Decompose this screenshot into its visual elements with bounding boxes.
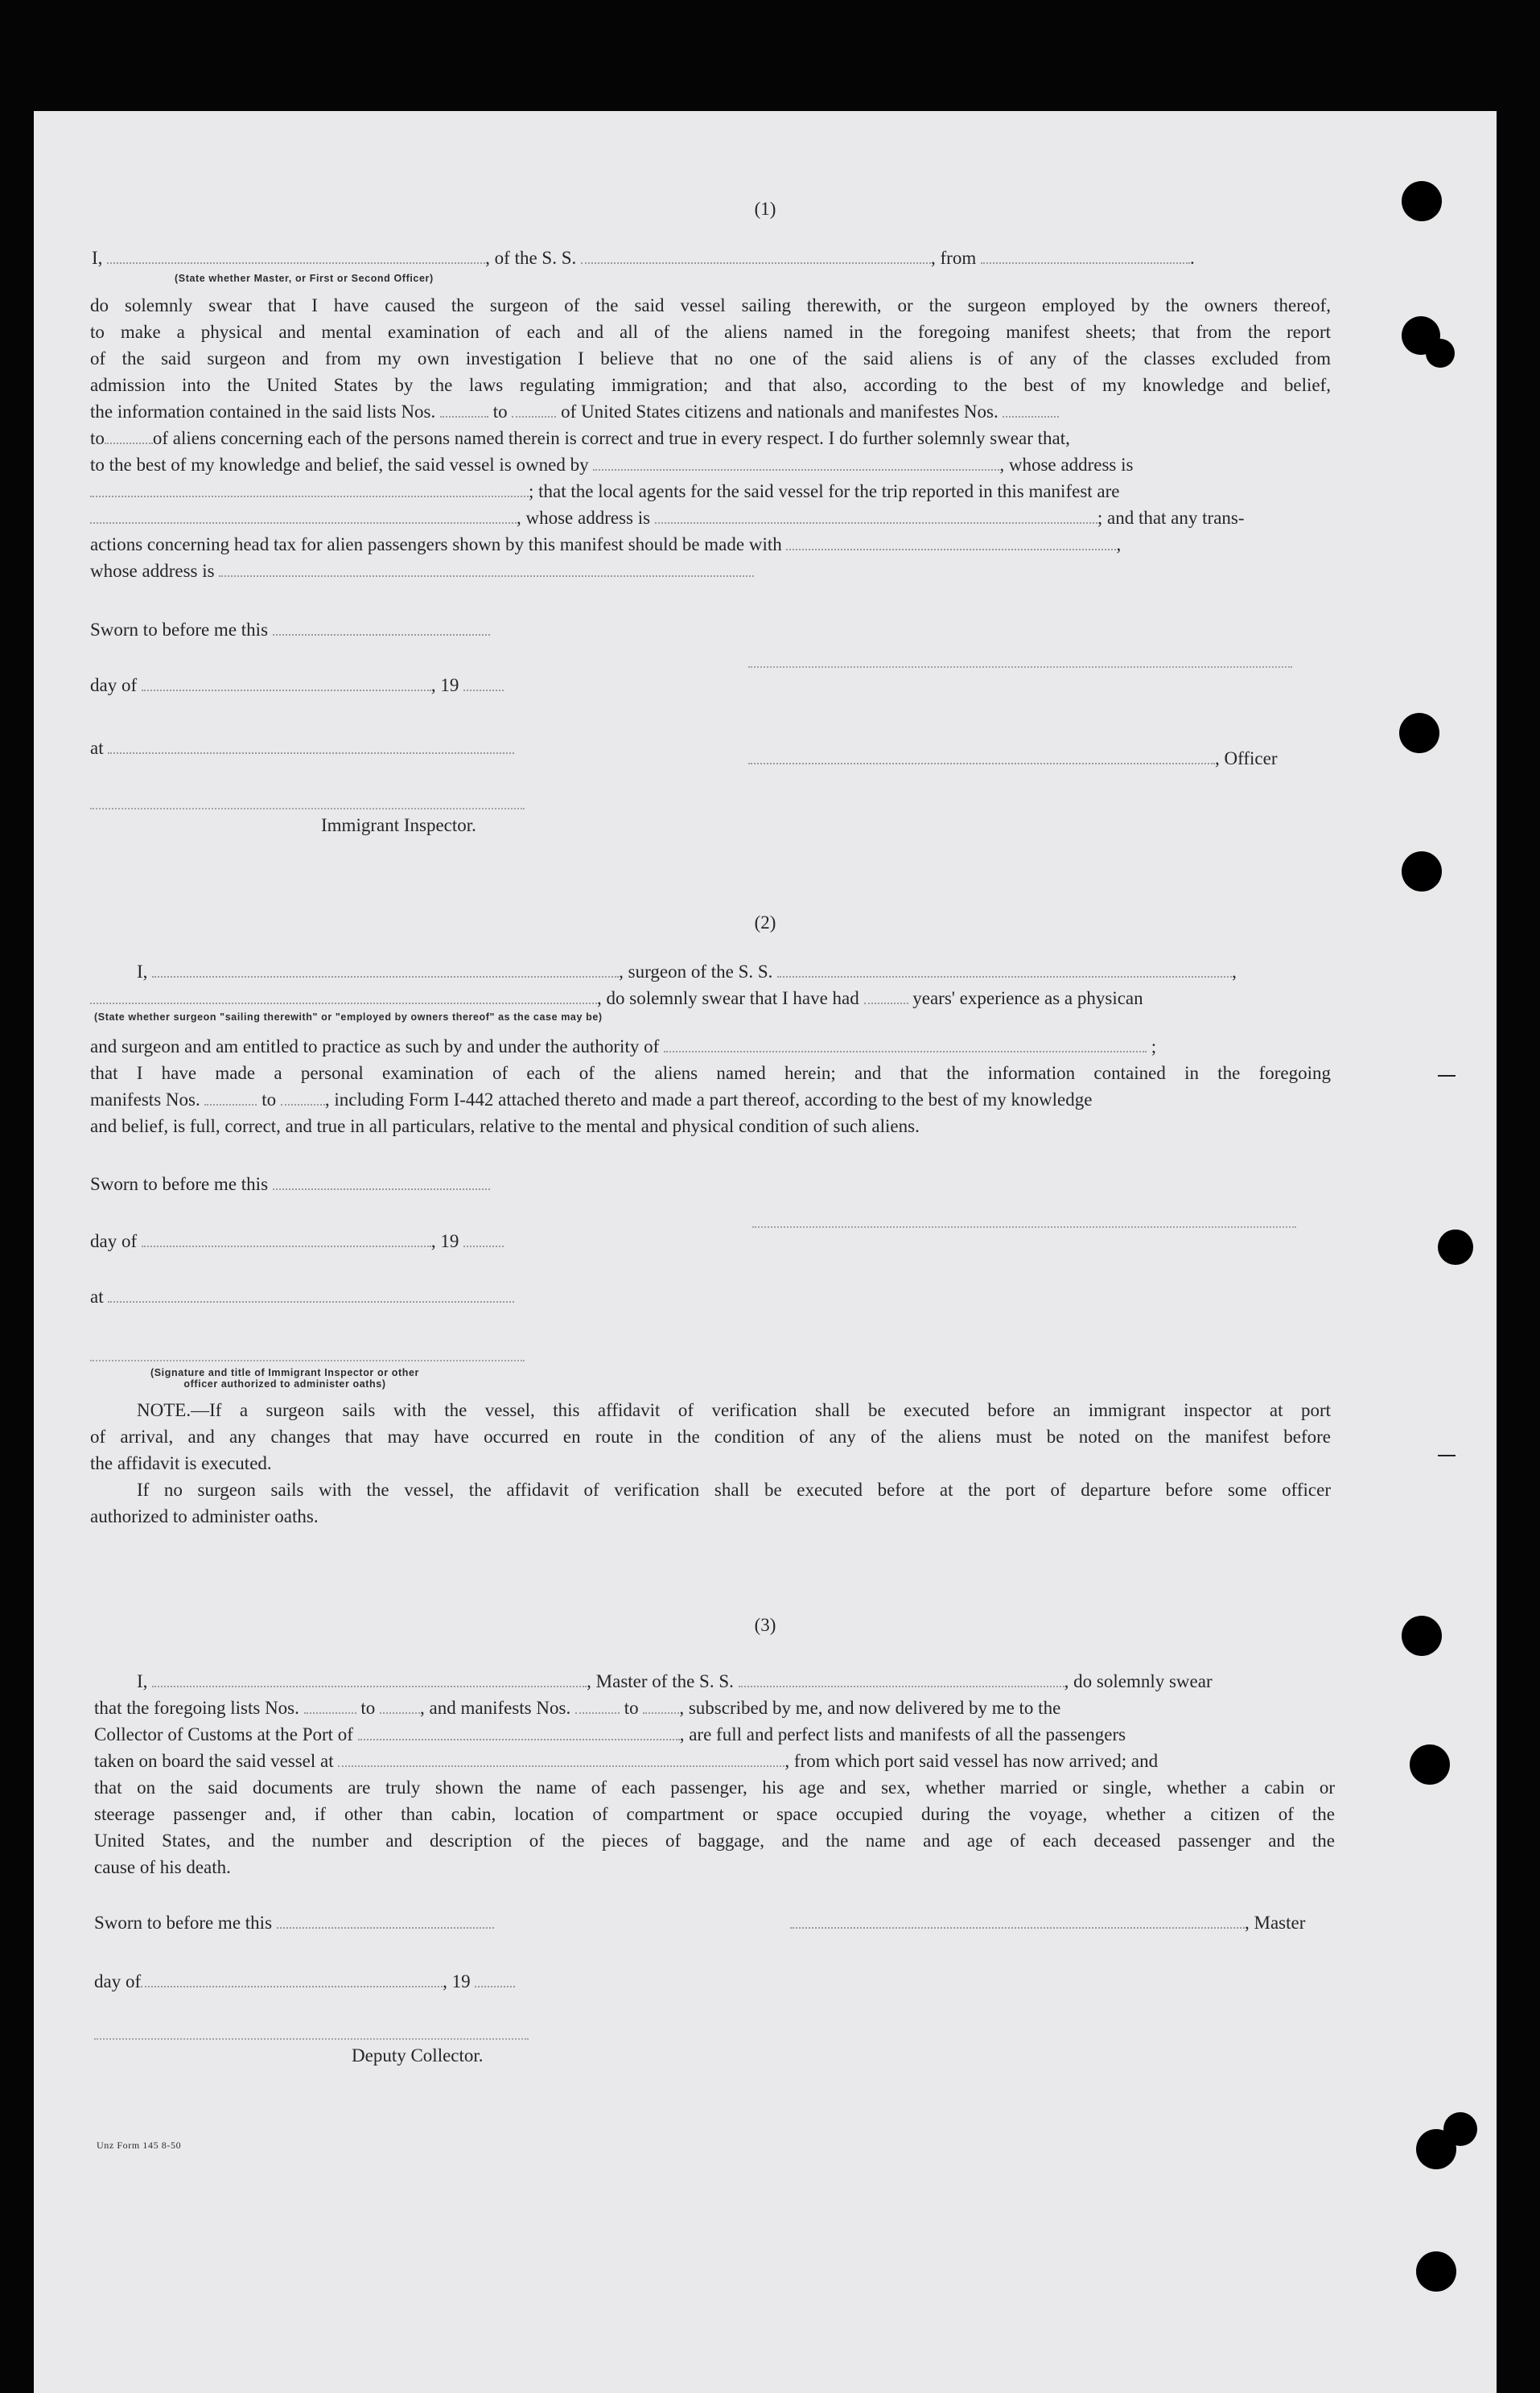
s2-manifests-to-label: to [261,1089,277,1110]
s1-owner-address-field[interactable] [90,481,529,497]
s3-sworn-day-field[interactable] [277,1913,494,1929]
s1-headtax-comma: , [1116,534,1122,554]
punch-hole-icon [1402,181,1442,221]
s2-manifests-line [90,1086,1092,1113]
s2-signature-caption: (Signature and title of Immigrant Inspector or other [150,1367,419,1378]
s1-paragraph-line: to make a physical and mental examination of each and all of the aliens named in the foregoing manifest sheets; that from the report [90,322,1331,342]
s1-lists-from-field[interactable] [440,402,488,418]
s1-dayof-label: day of [90,675,138,695]
s3-i-label: I, [137,1671,148,1691]
s3-swear-text: , do solemnly swear [1064,1671,1213,1691]
s2-line-1 [137,958,1237,985]
s1-agents-field[interactable] [90,508,517,524]
s1-whose-address-label: whose address is [90,561,215,581]
s2-manifests-from-field[interactable] [204,1089,257,1106]
s1-year-label: , 19 [430,675,459,695]
s3-lists-text: , are full and perfect lists and manifests of all the passengers [679,1724,1126,1744]
s1-manifests-to-label: to [90,428,105,448]
s1-inspector-label: Immigrant Inspector. [321,815,476,835]
s3-manifests-label: , and manifests Nos. [420,1698,571,1718]
s1-manifests-label: of United States citizens and nationals and manifestes Nos. [561,402,999,422]
s1-agents-address-label: , whose address is [517,508,651,528]
s3-deputy-label: Deputy Collector. [352,2045,484,2066]
s1-agents-address-field[interactable] [655,508,1097,524]
s3-taken-line [94,1748,1158,1774]
manifest-form-page [34,111,1497,2393]
s1-lists-label: the information contained in the said lists Nos. [90,402,436,422]
s3-lists-line [94,1695,1335,1721]
s1-from-port-field[interactable] [981,248,1190,264]
s1-headtax-address-field[interactable] [219,561,754,577]
s1-dayof-line [90,672,504,698]
s2-note-line: the affidavit is executed. [90,1453,272,1473]
s2-surgeon-type-field[interactable] [90,988,597,1004]
s2-year-field[interactable] [463,1231,504,1247]
s2-year-label: , 19 [430,1231,459,1251]
s3-subscribed-text: , subscribed by me, and now delivered by me to the [679,1698,1061,1718]
punch-hole-icon [1399,713,1439,753]
s2-month-field[interactable] [142,1231,431,1247]
s2-manifests-to-field[interactable] [281,1089,325,1106]
s3-sworn-line [94,1909,494,1936]
s1-owned-by-label: to the best of my knowledge and belief, the said vessel is owned by [90,455,589,475]
s1-paragraph-line: of the said surgeon and from my own investigation I believe that no one of the said aliens is of any of the classes excluded from [90,348,1331,369]
s3-paragraph-line: that on the said documents are truly shown the name of each passenger, his age and sex, whether married or single, whether a cabin or [94,1777,1335,1798]
s2-sworn-line [90,1171,490,1197]
s1-headtax-line [90,531,1121,558]
s1-signature-line[interactable] [748,666,1292,668]
punch-hole-icon [1416,2251,1456,2292]
s1-sworn-line [90,616,490,643]
s2-manifests-label: manifests Nos. [90,1089,200,1110]
s1-officer-line [748,745,1277,772]
s3-sworn-label: Sworn to before me this [94,1913,273,1933]
s2-line-2 [90,985,1143,1011]
s1-agents-line [90,478,1119,505]
s1-headtax-text: actions concerning head tax for alien passengers shown by this manifest should be made with [90,534,782,554]
s3-port-field[interactable] [358,1724,680,1740]
s1-paragraph-line: admission into the United States by the laws regulating immigration; and that also, according to the best of my knowledge and belief, [90,375,1331,395]
s1-month-field[interactable] [142,675,431,691]
s2-surgeon-name-field[interactable] [152,962,619,978]
s2-note-line: If no surgeon sails with the vessel, the affidavit of verification shall be executed before at the port of departure before some officer [137,1480,1331,1500]
s3-master-of-label: , Master of the S. S. [587,1671,734,1691]
s2-form-text: , including Form I-442 attached thereto and made a part thereof, according to the best of my knowledge [324,1089,1093,1110]
s2-i-label: I, [137,962,148,982]
s2-sworn-label: Sworn to before me this [90,1174,269,1194]
s3-month-field[interactable] [141,1971,443,1987]
s1-paragraph-line: do solemnly swear that I have caused the surgeon of the said vessel sailing therewith, or the surgeon employed by the owners thereof, [90,295,1331,315]
s3-master-signature-field[interactable] [790,1913,1245,1929]
s1-lists-to-field[interactable] [512,402,556,418]
s3-collector-line [94,1721,1126,1748]
margin-mark [1438,1455,1456,1456]
s3-line-1 [137,1668,1213,1695]
s2-place-field[interactable] [108,1287,514,1303]
s2-authority-line [90,1033,1156,1060]
s2-paragraph-line: that I have made a personal examination of each of the aliens named herein; and that the information contained in the foregoing [90,1063,1331,1083]
s1-i-label: I, [92,248,103,268]
s3-master-sign-line [790,1909,1305,1936]
s3-master-label: , Master [1245,1913,1306,1933]
s1-headtax-party-field[interactable] [786,534,1116,550]
s3-master-name-field[interactable] [152,1671,587,1687]
s1-manifests-from-field[interactable] [1003,402,1059,418]
punch-hole-icon [1410,1744,1450,1785]
s2-authority-field[interactable] [664,1036,1147,1052]
s2-surgeon-of-label: , surgeon of the S. S. [619,962,773,982]
s2-signature-line[interactable] [752,1226,1296,1228]
s3-manifests-to-field[interactable] [643,1698,679,1714]
s1-line1-end: . [1189,248,1195,268]
s3-lists-from-field[interactable] [304,1698,356,1714]
s1-year-field[interactable] [463,675,504,691]
s2-dayof-line [90,1228,504,1254]
s1-aliens-text: of aliens concerning each of the persons named therein is correct and true in every respect. I do further solemnly swear that, [152,428,1070,448]
s1-whose-address-line [90,558,754,584]
s3-taken-text: taken on board the said vessel at [94,1751,334,1771]
punch-hole-icon [1438,1229,1473,1265]
s1-transactions-text: ; and that any trans- [1097,508,1245,528]
margin-mark [1438,1075,1456,1077]
s2-authority-end: ; [1151,1036,1157,1056]
s2-swear-text: , do solemnly swear that I have had [597,988,859,1008]
s3-paragraph-line: United States, and the number and description of the pieces of baggage, and the name and age of each deceased passenger and the [94,1831,1335,1851]
s2-paragraph-line: and belief, is full, correct, and true in all particulars, relative to the mental and physical condition of such aliens. [90,1116,920,1136]
s1-inspector-signature-line[interactable] [90,808,525,809]
s2-sworn-day-field[interactable] [273,1174,490,1190]
s3-collector-text: Collector of Customs at the Port of [94,1724,353,1744]
s1-officer-signature-field[interactable] [748,748,1215,764]
s1-lists-line [90,398,1059,425]
s1-manifests-to-field[interactable] [105,428,153,444]
s3-embark-port-field[interactable] [338,1751,784,1767]
s3-year-label: , 19 [443,1971,471,1991]
section-1-number: (1) [754,199,776,219]
s2-note-line: of arrival, and any changes that may have occurred en route in the condition of any of the aliens must be noted on the manifest before [90,1427,1331,1447]
s1-owner-address-label: , whose address is [999,455,1134,475]
s3-lists-label: that the foregoing lists Nos. [94,1698,299,1718]
s2-years-field[interactable] [864,988,908,1004]
s1-aliens-line [90,425,1070,451]
s3-paragraph-line: steerage passenger and, if other than cabin, location of compartment or space occupied during the voyage, whether a citizen of the [94,1804,1335,1824]
section-2-number: (2) [754,912,776,933]
s3-arrived-text: , from which port said vessel has now arrived; and [784,1751,1159,1771]
punch-hole-icon [1426,339,1455,368]
s1-of-ss-label: , of the S. S. [485,248,577,268]
s2-inspector-signature-line[interactable] [90,1360,525,1361]
s1-agents-text: ; that the local agents for the said vessel for the trip reported in this manifest are [529,481,1120,501]
punch-hole-icon [1402,1616,1442,1656]
s2-surgeon-caption: (State whether surgeon "sailing therewith" or "employed by owners thereof" as the case may be) [94,1011,603,1023]
s1-agents-address-line [90,505,1245,531]
s3-dayof-label: day of [94,1971,142,1991]
s1-sworn-label: Sworn to before me this [90,620,269,640]
s1-from-label: , from [931,248,977,268]
s1-owner-field[interactable] [593,455,999,471]
s2-at-line [90,1283,514,1310]
s3-manifests-to-label: to [624,1698,639,1718]
s1-at-line [90,735,514,761]
s2-signature-caption: officer authorized to administer oaths) [183,1378,386,1390]
s2-experience-text: years' experience as a physican [912,988,1143,1008]
s3-vessel-name-field[interactable] [739,1671,1064,1687]
s2-at-label: at [90,1287,104,1307]
s1-owner-line [90,451,1331,478]
s1-vessel-name-field[interactable] [581,248,931,264]
s3-manifests-from-field[interactable] [575,1698,620,1714]
s2-note-line: authorized to administer oaths. [90,1506,319,1526]
s2-vessel-name-field[interactable] [777,962,1232,978]
s2-authority-text: and surgeon and am entitled to practice as such by and under the authority of [90,1036,660,1056]
s1-place-field[interactable] [108,738,514,754]
s1-line-1 [92,245,1331,271]
s1-officer-label: , Officer [1215,748,1278,768]
s3-year-field[interactable] [475,1971,515,1987]
s3-paragraph-line: cause of his death. [94,1857,231,1877]
s1-at-label: at [90,738,104,758]
s3-lists-to-field[interactable] [380,1698,420,1714]
s2-note-line: NOTE.—If a surgeon sails with the vessel, this affidavit of verification shall be executed before an immigrant inspector at port [137,1400,1331,1420]
s3-lists-to-label: to [360,1698,376,1718]
s1-sworn-day-field[interactable] [273,620,490,636]
punch-hole-icon [1402,851,1442,892]
s1-lists-to-label: to [492,402,508,422]
s1-rank-caption: (State whether Master, or First or Second Officer) [175,273,434,284]
s1-officer-rank-field[interactable] [107,248,485,264]
s2-line1-end: , [1232,962,1237,982]
s3-deputy-signature-line[interactable] [94,2038,529,2040]
section-3-number: (3) [754,1615,776,1635]
punch-hole-icon [1416,2129,1456,2169]
s2-dayof-label: day of [90,1231,138,1251]
form-number-footer: Unz Form 145 8-50 [97,2140,182,2151]
s3-dayof-line [94,1968,515,1995]
